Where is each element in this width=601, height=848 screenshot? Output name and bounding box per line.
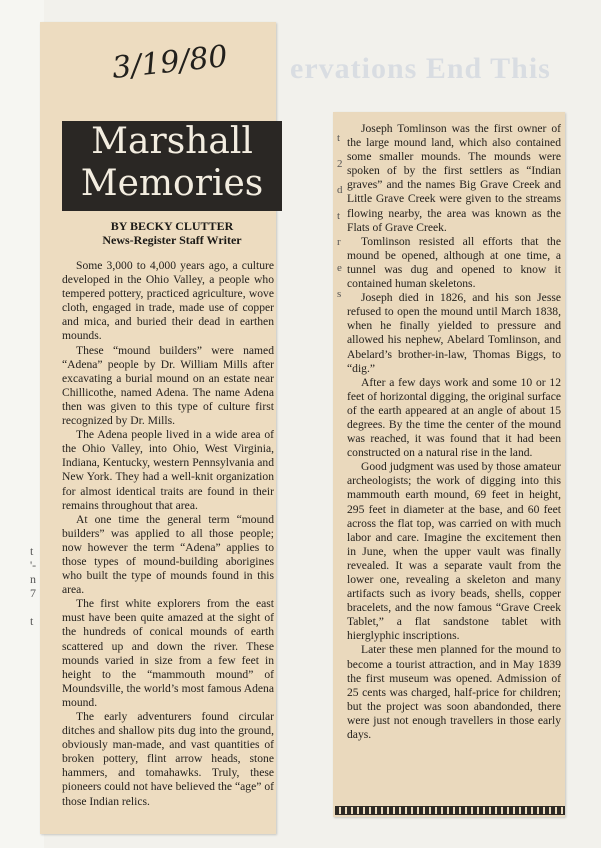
paragraph: The early adventurers found circular ditches and shallow pits dug into the ground, obviously man-made, and vast quantities of broken pottery, flint arrow heads, stone hammers, and tomahawks. Truly, these pioneers could not have believed the “age” of those Indian relics. (62, 710, 274, 808)
handwritten-date: 3/19/80 (110, 39, 230, 86)
paragraph: Joseph died in 1826, and his son Jesse refused to open the mound until March 1838, when he finally yielded to pressure and allowed his nephew, Abelard Tomlinson, and Abelard’s brother-in-law, Thomas Biggs, to “dig.” (347, 291, 561, 375)
byline (62, 219, 282, 247)
decorative-rule (335, 806, 565, 815)
headline-line-2: Memories (80, 163, 264, 204)
background-headline: ervations End This (290, 52, 551, 85)
paragraph: Some 3,000 to 4,000 years ago, a culture developed in the Ohio Valley, a people who tempered pottery, practiced agriculture, wove cloth, engaged in trade, made use of copper and mica, and buried their dead in earthen mounds. (62, 259, 274, 343)
paragraph: Later these men planned for the mound to become a tourist attraction, and in May 1839 the first museum was opened. Admission of 25 cents was charged, half-price for children; but the project was soon abandonded, there were just not enough travellers in those early days. (347, 643, 561, 742)
paragraph: At one time the general term “mound builders” was applied to all those people; now however the term “Adena” applies to those types of mound-building aborigines who built the type of mounds found in this area. (62, 512, 274, 597)
paragraph: Joseph Tomlinson was the first owner of the large mound land, which also contained some smaller mounds. The mounds were spoken of by the first settlers as “Indian graves” and the names Big Grave Creek and Little Grave Creek were given to the streams flowing nearby, the area was known as the Flats of Grave Creek. (347, 122, 561, 234)
headline (62, 121, 282, 211)
gutter-letters-left: t '- n 7 t (30, 544, 37, 628)
gutter-letters-right: t 2 d t r e s (337, 132, 343, 300)
paragraph: Tomlinson resisted all efforts that the mound be opened, although at one time, a tunnel was dug and opened to know it contained human skeletons. (347, 234, 561, 291)
paragraph: The Adena people lived in a wide area of the Ohio Valley, into Ohio, West Virginia, Indiana, Kentucky, western Pennsylvania and New York. They had a well-knit organization for almost identical traits are found in their remains throughout that area. (62, 428, 274, 512)
byline-name: BY BECKY CLUTTER (110, 219, 234, 233)
byline-title: News-Register Staff Writer (102, 233, 242, 247)
paragraph: The first white explorers from the east must have been quite amazed at the sight of the hundreds of conical mounds of earth scattered up and down the river. These mounds varied in size from a few feet in height to the “mammouth mound” of Moundsville, the world’s most famous Adena mound. (62, 597, 274, 709)
article-column-left (62, 259, 274, 809)
headline-line-1: Marshall (91, 121, 253, 162)
article-column-right (347, 122, 561, 742)
scan-margin (0, 0, 44, 848)
paragraph: Good judgment was used by those amateur archeologists; the work of digging into this mammouth earth mound, 69 feet in height, 295 feet in diameter at the base, and 60 feet across the flat top, was carried on with much labor and care. Imagine the excitement then in June, when the upper vault was finally revealed. It was a separate vault from the lower one, revealing a skeleton and many artifacts such as ivory beads, shells, copper bracelets, and the now famous “Grave Creek Tablet,” a flat sandstone tablet with hierglyphic inscriptions. (347, 460, 561, 643)
paragraph: These “mound builders” were named “Adena” people by Dr. William Mills after excavating a burial mound on an estate near Chillicothe, named Adena. The name Adena then was given to this type of culture first recognized by Dr. Mills. (62, 343, 274, 428)
paragraph: After a few days work and some 10 or 12 feet of horizontal digging, the original surface of the earth appeared at an angle of about 15 degrees. By the time the center of the mound was reached, it was found that it had been constructed on a natural rise in the land. (347, 375, 561, 460)
